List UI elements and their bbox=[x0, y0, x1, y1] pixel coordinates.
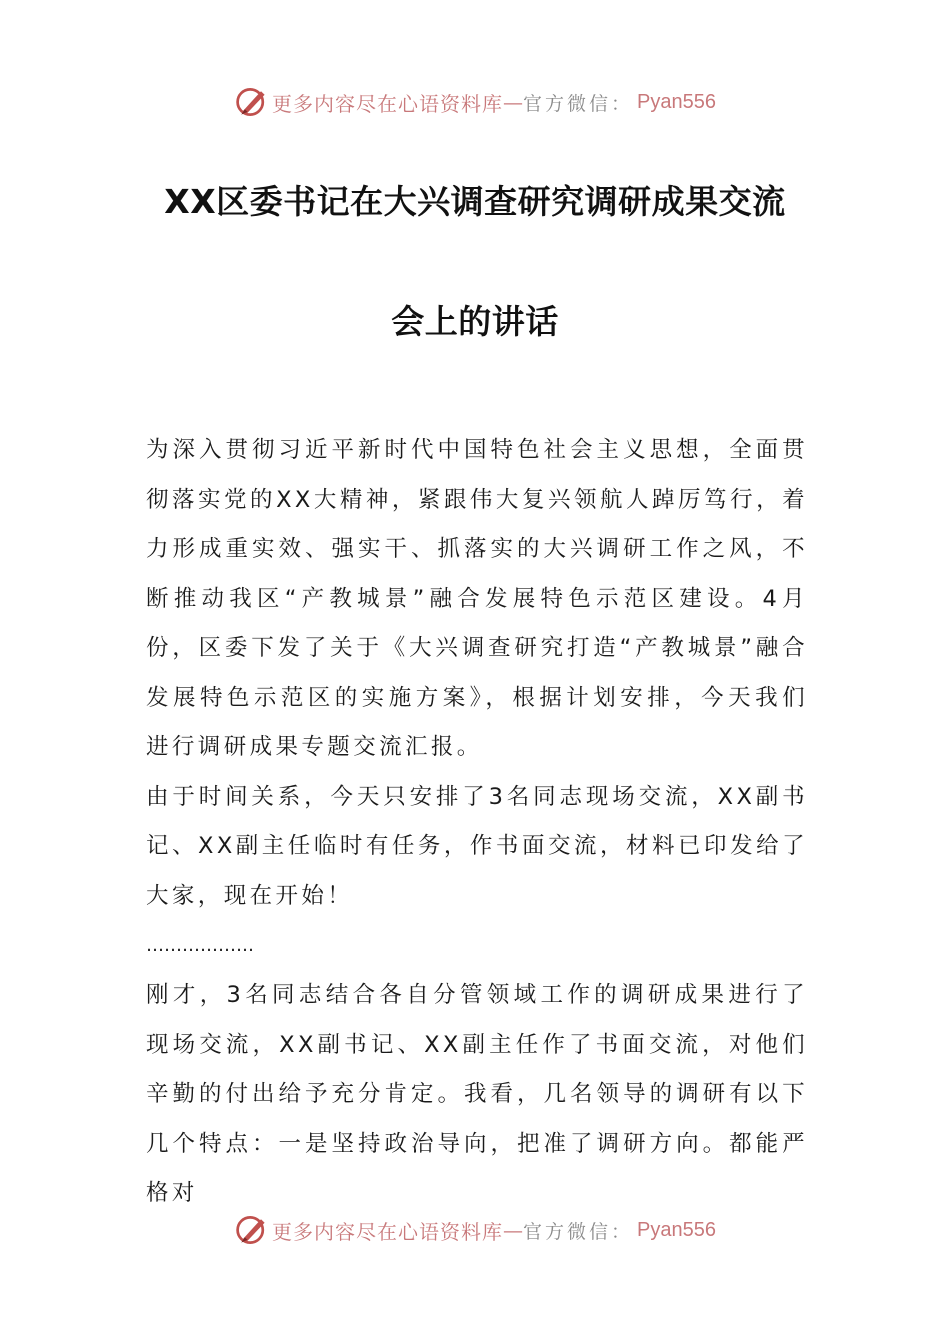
pen-logo-icon bbox=[234, 1212, 270, 1248]
footer-watermark-banner bbox=[0, 1210, 950, 1250]
banner-dash: — bbox=[503, 1218, 523, 1242]
document-title-line-2: 会上的讲话 bbox=[391, 302, 559, 341]
header-watermark-banner bbox=[0, 82, 950, 122]
banner-dash: — bbox=[503, 90, 523, 114]
official-wechat-label: 官方微信： bbox=[523, 92, 634, 115]
paragraph-schedule: 由于时间关系，今天只安排了3名同志现场交流，XX副书记、XX副主任临时有任务，作书面交流，材料已印发给了大家，现在开始！ bbox=[146, 783, 808, 909]
pen-logo-icon bbox=[234, 84, 270, 120]
wechat-id: Pyan556 bbox=[637, 1218, 716, 1241]
brand-text: 更多内容尽在心语资料库 bbox=[272, 91, 503, 116]
wechat-id: Pyan556 bbox=[637, 90, 716, 113]
ellipsis-separator: ……………… bbox=[146, 935, 254, 956]
brand-text: 更多内容尽在心语资料库 bbox=[272, 1219, 503, 1244]
document-title-line-1: XX区委书记在大兴调查研究调研成果交流 bbox=[164, 182, 786, 221]
document-body bbox=[146, 426, 808, 1219]
paragraph-summary: 刚才，3名同志结合各自分管领域工作的调研成果进行了现场交流，XX副书记、XX副主任作了书面交流，对他们辛勤的付出给予充分肯定。我看，几名领导的调研有以下几个特点：一是坚持政治导向，把准了调研方向。都能严格对 bbox=[146, 982, 808, 1206]
paragraph-intro: 为深入贯彻习近平新时代中国特色社会主义思想，全面贯彻落实党的XX大精神，紧跟伟大复兴领航人踔厉笃行，着力形成重实效、强实干、抓落实的大兴调研工作之风，不断推动我区“产教城景”融合发展特色示范区建设。4月份，区委下发了关于《大兴调查研究打造“产教城景”融合发展特色示范区的实施方案》，根据计划安排，今天我们进行调研成果专题交流汇报。 bbox=[146, 437, 808, 760]
official-wechat-label: 官方微信： bbox=[523, 1220, 634, 1243]
